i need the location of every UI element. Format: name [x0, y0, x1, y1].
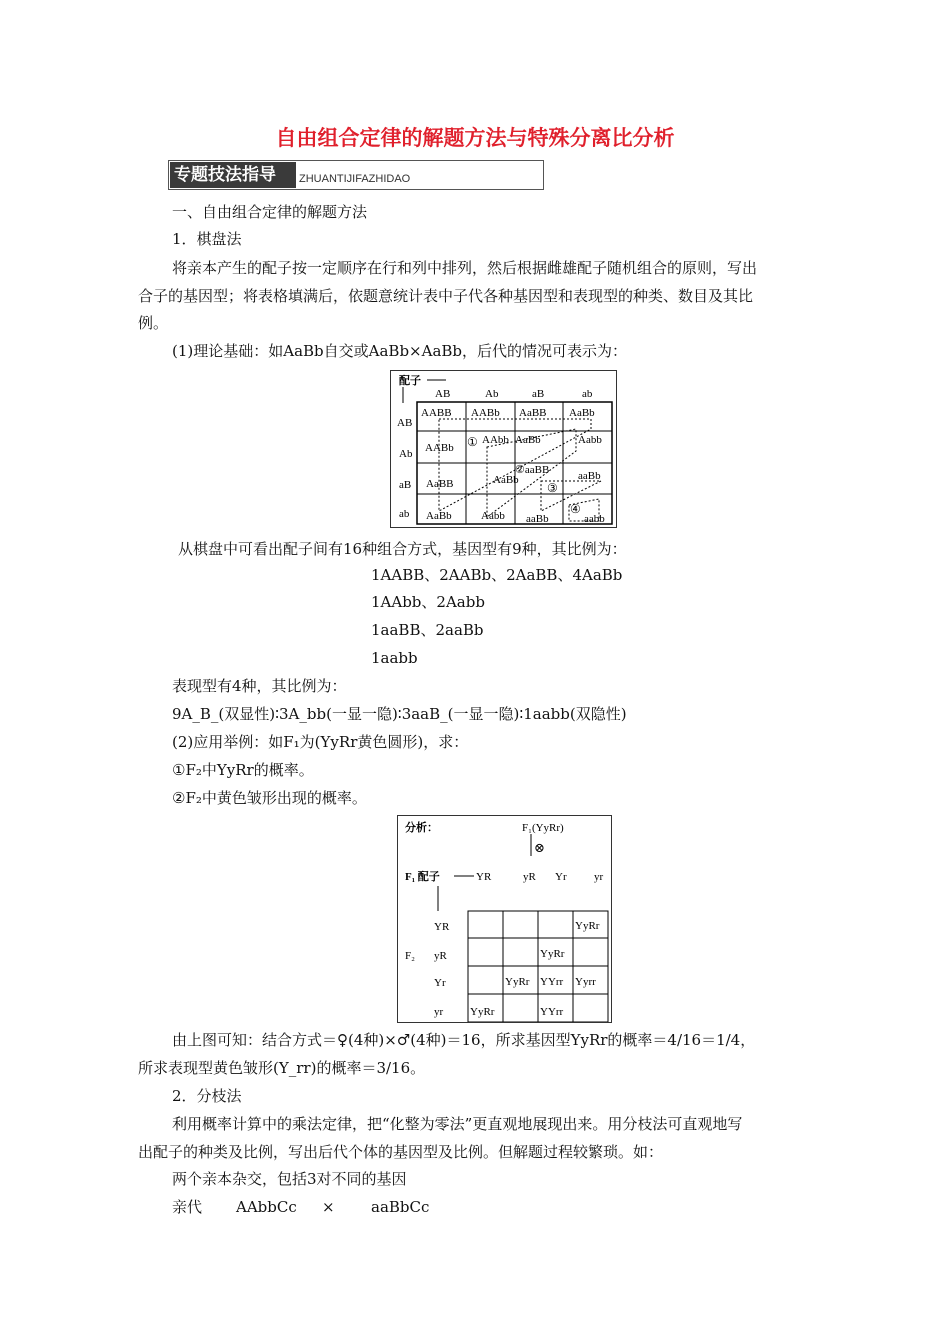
cell: AABb [425, 442, 454, 454]
cell: YyRr [505, 976, 530, 988]
cell: AaBB [426, 478, 454, 490]
page-title: 自由组合定律的解题方法与特殊分离比分析 [275, 126, 675, 150]
cell: AaBb [515, 434, 541, 446]
cell: aaBb [578, 470, 601, 482]
analysis-label: 分析： [405, 822, 438, 834]
cell: YYrr [540, 976, 564, 988]
gamete-top: yR [523, 871, 536, 883]
conclusion-line: 所求表现型黄色皱形(Y_rr)的概率＝3/16。 [138, 1059, 426, 1077]
gamete-side: Yr [434, 977, 446, 989]
gamete-side: yR [434, 950, 447, 962]
gamete-top: yr [594, 871, 604, 883]
paragraph-line: 合子的基因型；将表格填满后，依题意统计表中子代各种基因型和表现型的种类、数目及其比 [138, 287, 754, 305]
cell: ②aaBB [515, 464, 550, 476]
banner-subtitle: ZHUANTIJIFAZHIDAO [299, 173, 411, 185]
application-line: (2)应用举例：如F₁为(YyRr黄色圆形)，求： [172, 733, 469, 751]
ratio-line: 1aabb [371, 649, 418, 667]
col-header: Ab [485, 388, 499, 400]
cell: YyRr [575, 920, 600, 932]
parent-label: 亲代 [172, 1198, 203, 1216]
question-1: ①F₂中YyRr的概率。 [172, 761, 314, 779]
analysis-figure [397, 815, 612, 1023]
cell: AaBb [569, 407, 595, 419]
svg-text:AaBb: AaBb [493, 474, 519, 486]
col-header: ab [582, 388, 593, 400]
phenotype-line: 表现型有4种，其比例为： [172, 677, 347, 695]
section-banner [168, 160, 544, 190]
self-cross-icon: ⊗ [534, 840, 545, 855]
cell: YyRr [470, 1006, 495, 1018]
conclusion-line: 由上图可知：结合方式＝♀(4种)×♂(4种)＝16，所求基因型YyRr的概率＝4/16＝1/4， [172, 1031, 756, 1049]
section-heading: 一、自由组合定律的解题方法 [172, 203, 368, 221]
paragraph-line: 例。 [138, 314, 169, 332]
analysis-svg [398, 816, 611, 1022]
punnett-svg [391, 371, 616, 527]
cell: AaBB [519, 407, 547, 419]
phenotype-ratio: 9A_B_(双显性)∶3A_bb(一显一隐)∶3aaB_(一显一隐)∶1aabb(双隐性) [172, 705, 627, 723]
board-summary: 从棋盘中可看出配子间有16种组合方式，基因型有9种，其比例为： [178, 540, 627, 558]
gamete-side: yr [434, 1006, 444, 1018]
question-2: ②F₂中黄色皱形出现的概率。 [172, 789, 367, 807]
f1-label: F₁(YyRr) [522, 822, 564, 834]
paragraph-line: 两个亲本杂交，包括3对不同的基因 [172, 1170, 407, 1188]
row-header: aB [399, 479, 412, 491]
theory-line: (1)理论基础：如AaBb自交或AaBb×AaBb，后代的情况可表示为： [172, 342, 628, 360]
subheading-branch: 2．分枝法 [172, 1087, 242, 1105]
cross-symbol: × [322, 1198, 335, 1216]
gamete-top: YR [476, 871, 492, 883]
cell: AABb [471, 407, 500, 419]
corner-label: 配子 [399, 375, 421, 387]
cell: YyRr [540, 948, 565, 960]
ratio-line: 1AAbb、2Aabb [371, 593, 485, 611]
cell-marker: ④ [570, 502, 581, 516]
parent-2: aaBbCc [371, 1198, 430, 1216]
cell: YYrr [540, 1006, 564, 1018]
ratio-line: 1AABB、2AABb、2AaBB、4AaBb [371, 566, 623, 584]
col-header: AB [435, 388, 451, 400]
cell: Yyrr [575, 976, 596, 988]
cell: AaBb [426, 510, 452, 522]
cell: AABB [421, 407, 452, 419]
cell-marker: ③ [547, 481, 558, 495]
row-header: ab [399, 508, 410, 520]
cell-marker: ① [467, 435, 478, 449]
gamete-side: YR [434, 921, 450, 933]
row-header: AB [397, 417, 413, 429]
paragraph-line: 利用概率计算中的乘法定律，把“化整为零法”更直观地展现出来。用分枝法可直观地写 [172, 1115, 743, 1133]
banner-label: 专题技法指导 [170, 162, 296, 188]
subheading-chessboard: 1．棋盘法 [172, 230, 242, 248]
cell: aabb [584, 513, 605, 525]
cell: AAbb [482, 434, 509, 446]
cell: aaBb [526, 513, 549, 525]
gamete-top: Yr [555, 871, 567, 883]
cell: Aabb [578, 434, 602, 446]
punnett-figure [390, 370, 617, 528]
row-header: Ab [399, 448, 413, 460]
paragraph-line: 将亲本产生的配子按一定顺序在行和列中排列，然后根据雌雄配子随机组合的原则，写出 [172, 259, 758, 277]
f2-label: F₂ [405, 950, 415, 962]
ratio-line: 1aaBB、2aaBb [371, 621, 484, 639]
col-header: aB [532, 388, 545, 400]
cell: Aabb [481, 510, 505, 522]
parent-1: AAbbCc [236, 1198, 297, 1216]
paragraph-line: 出配子的种类及比例，写出后代个体的基因型及比例。但解题过程较繁琐。如： [138, 1143, 664, 1161]
f1-gamete-label: F₁ 配子 [405, 871, 440, 883]
